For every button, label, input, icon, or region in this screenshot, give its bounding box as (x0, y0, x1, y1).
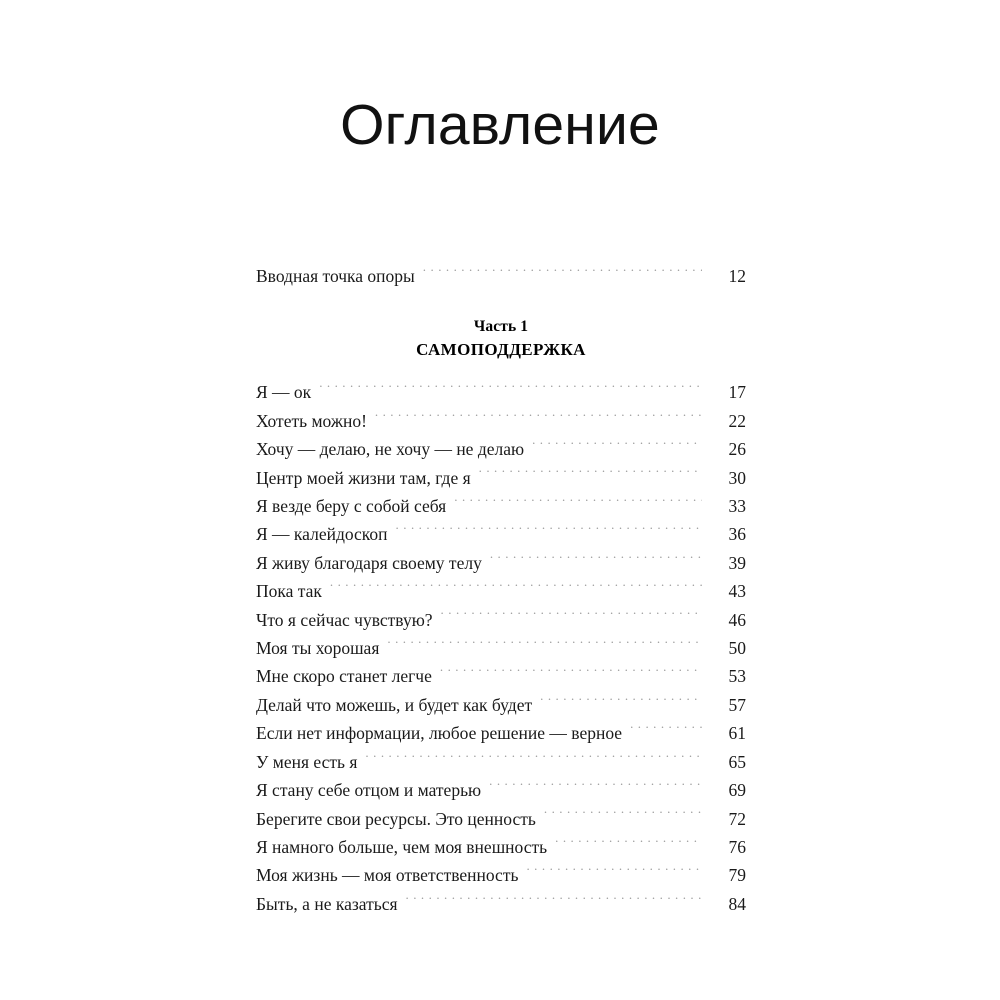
toc-entry[interactable] (256, 634, 746, 662)
toc-entry-page-number: 57 (728, 694, 746, 715)
toc-entry-page-number: 61 (728, 723, 746, 744)
dot-leader (630, 722, 702, 740)
toc-entry-label: Пока так (256, 581, 322, 602)
toc-entry-page-number: 12 (728, 266, 746, 286)
dot-leader (330, 580, 702, 598)
dot-leader (544, 807, 702, 825)
toc-entry-label: Я — калейдоскоп (256, 524, 388, 545)
toc-entry-label: Если нет информации, любое решение — верное (256, 723, 623, 744)
toc-entry-label: Что я сейчас чувствую? (256, 609, 433, 630)
toc-entry-label: Я намного больше, чем моя внешность (256, 836, 548, 857)
dot-leader (490, 551, 702, 569)
toc-entry-label: Быть, а не казаться (256, 893, 398, 914)
toc-entry[interactable] (256, 378, 746, 406)
toc-entry-label: Центр моей жизни там, где я (256, 467, 471, 488)
toc-entry-label: Я везде беру с собой себя (256, 496, 447, 517)
toc-entry[interactable] (256, 549, 746, 577)
toc-entry[interactable] (256, 719, 746, 747)
part-name-label: САМОПОДДЕРЖКА (416, 340, 586, 360)
toc-entry[interactable] (256, 577, 746, 605)
toc-entry-page-number: 39 (728, 552, 746, 573)
toc-entry-label: Моя жизнь — моя ответственность (256, 865, 519, 886)
dot-leader (489, 779, 702, 797)
toc-entry[interactable] (256, 606, 746, 634)
dot-leader (540, 693, 702, 711)
toc-entry-label: Вводная точка опоры (256, 266, 415, 286)
dot-leader (423, 265, 702, 283)
toc-entry[interactable] (256, 492, 746, 520)
dot-leader (406, 892, 702, 910)
toc-entry-label: Моя ты хорошая (256, 638, 380, 659)
toc-entry-page-number: 53 (728, 666, 746, 687)
dot-leader (375, 409, 702, 427)
dot-leader (532, 438, 702, 456)
toc-entry-page-number: 43 (728, 581, 746, 602)
toc-entry[interactable] (256, 464, 746, 492)
toc-entry-label: Мне скоро станет легче (256, 666, 432, 687)
toc-entry-page-number: 69 (728, 780, 746, 801)
toc-entry-page-number: 22 (728, 410, 746, 431)
toc-entry-page-number: 36 (728, 524, 746, 545)
dot-leader (440, 665, 702, 683)
toc-entry-label: Я стану себе отцом и матерью (256, 780, 482, 801)
toc-entry-page-number: 76 (728, 836, 746, 857)
toc-entry[interactable] (256, 833, 746, 861)
dot-leader (526, 864, 702, 882)
toc-entry-page-number: 33 (728, 496, 746, 517)
toc-entry-page-number: 72 (728, 808, 746, 829)
toc-entry-page-number: 17 (728, 382, 746, 403)
toc-entry-label: Я живу благодаря своему телу (256, 552, 482, 573)
toc-entry[interactable] (256, 520, 746, 548)
page-title: Оглавление (340, 93, 660, 157)
dot-leader (396, 523, 702, 541)
chapter-entries (256, 378, 746, 918)
toc-entry-label: Делай что можешь, и будет как будет (256, 694, 533, 715)
toc-entry[interactable] (256, 861, 746, 889)
toc-entry[interactable] (256, 776, 746, 804)
toc-entry-list (256, 262, 746, 918)
toc-entry[interactable] (256, 691, 746, 719)
toc-entry-page-number: 46 (728, 609, 746, 630)
part-number-label: Часть 1 (473, 318, 529, 336)
toc-entry-label: Я — ок (256, 382, 312, 403)
dot-leader (454, 495, 702, 513)
toc-entry-page-number: 30 (728, 467, 746, 488)
toc-entry[interactable] (256, 435, 746, 463)
dot-leader (441, 608, 702, 626)
toc-entry-label: Хочу — делаю, не хочу — не делаю (256, 439, 525, 460)
part-heading (256, 316, 746, 362)
toc-entry-intro[interactable] (256, 262, 746, 290)
toc-entry-label: Берегите свои ресурсы. Это ценность (256, 808, 536, 829)
dot-leader (555, 835, 702, 853)
dot-leader (387, 637, 702, 655)
toc-entry[interactable] (256, 805, 746, 833)
toc-entry-page-number: 65 (728, 751, 746, 772)
toc-entry-page-number: 26 (728, 439, 746, 460)
toc-entry[interactable] (256, 748, 746, 776)
dot-leader (365, 750, 702, 768)
dot-leader (319, 381, 702, 399)
toc-entry-page-number: 50 (728, 638, 746, 659)
dot-leader (479, 466, 702, 484)
toc-entry-label: Хотеть можно! (256, 410, 367, 431)
toc-entry[interactable] (256, 890, 746, 918)
toc-entry-label: У меня есть я (256, 751, 358, 772)
toc-entry[interactable] (256, 407, 746, 435)
toc-entry-page-number: 84 (728, 893, 746, 914)
toc-entry[interactable] (256, 662, 746, 690)
toc-entry-page-number: 79 (728, 865, 746, 886)
